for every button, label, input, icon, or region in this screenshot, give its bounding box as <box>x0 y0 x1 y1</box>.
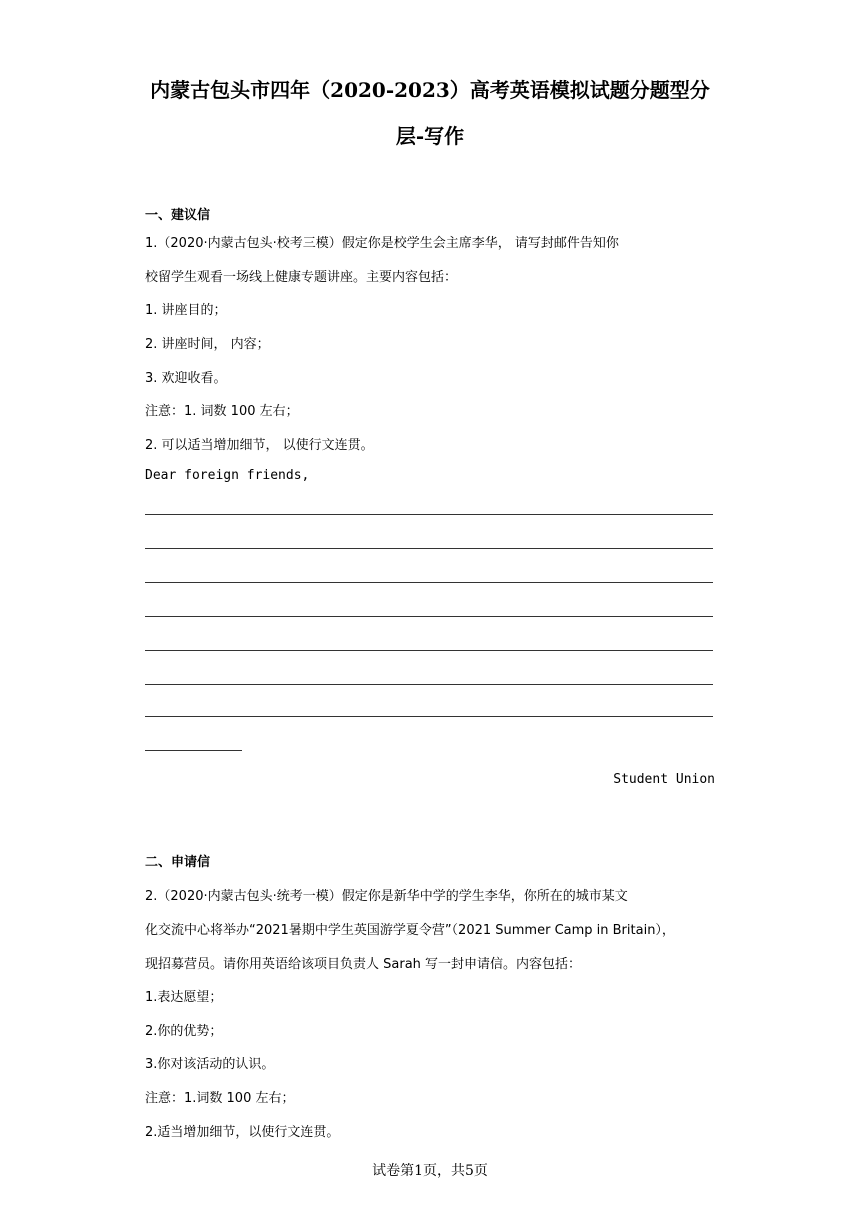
letter-signature: Student Union <box>613 772 715 787</box>
section-2-line: 现招募营员。请你用英语给该项目负责人 Sarah 写一封申请信。内容包括： <box>145 957 582 972</box>
page-footer: 试卷第1页，共5页 <box>372 1163 488 1179</box>
section-2-line: 2.适当增加细节，以使行文连贯。 <box>145 1125 340 1140</box>
section-1-line: 3. 欢迎收看。 <box>145 371 227 386</box>
section-2-line: 1.表达愿望； <box>145 990 223 1005</box>
section-2-heading: 二、申请信 <box>145 855 211 870</box>
answer-line <box>145 750 242 751</box>
section-1-line: 2. 讲座时间， 内容； <box>145 337 270 352</box>
section-1-heading: 一、建议信 <box>145 208 211 223</box>
section-2-line: 注意：1.词数 100 左右； <box>145 1091 295 1106</box>
section-2-line: 3.你对该活动的认识。 <box>145 1057 275 1072</box>
page-title-line-2: 层-写作 <box>395 124 465 148</box>
section-2-line: 化交流中心将举办“2021暑期中学生英国游学夏令营”（2021 Summer Camp in Britain）， <box>145 923 675 938</box>
section-1-line: 校留学生观看一场线上健康专题讲座。主要内容包括： <box>145 270 458 285</box>
answer-line <box>145 548 713 549</box>
section-1-line: 1.（2020·内蒙古包头·校考三模）假定你是校学生会主席李华， 请写封邮件告知你 <box>145 236 619 251</box>
page-title-line-1: 内蒙古包头市四年（2020-2023）高考英语模拟试题分题型分 <box>150 78 710 102</box>
answer-line <box>145 616 713 617</box>
answer-line <box>145 716 713 717</box>
section-2-line: 2.你的优势； <box>145 1024 223 1039</box>
section-1-line: 2. 可以适当增加细节， 以使行文连贯。 <box>145 438 374 453</box>
section-1-line: 注意：1. 词数 100 左右； <box>145 404 299 419</box>
answer-line <box>145 582 713 583</box>
letter-greeting: Dear foreign friends, <box>145 468 310 483</box>
section-1-line: 1. 讲座目的； <box>145 303 227 318</box>
answer-line <box>145 514 713 515</box>
answer-line <box>145 684 713 685</box>
answer-line <box>145 650 713 651</box>
section-2-line: 2.（2020·内蒙古包头·统考一模）假定你是新华中学的学生李华，你所在的城市某文 <box>145 889 628 904</box>
